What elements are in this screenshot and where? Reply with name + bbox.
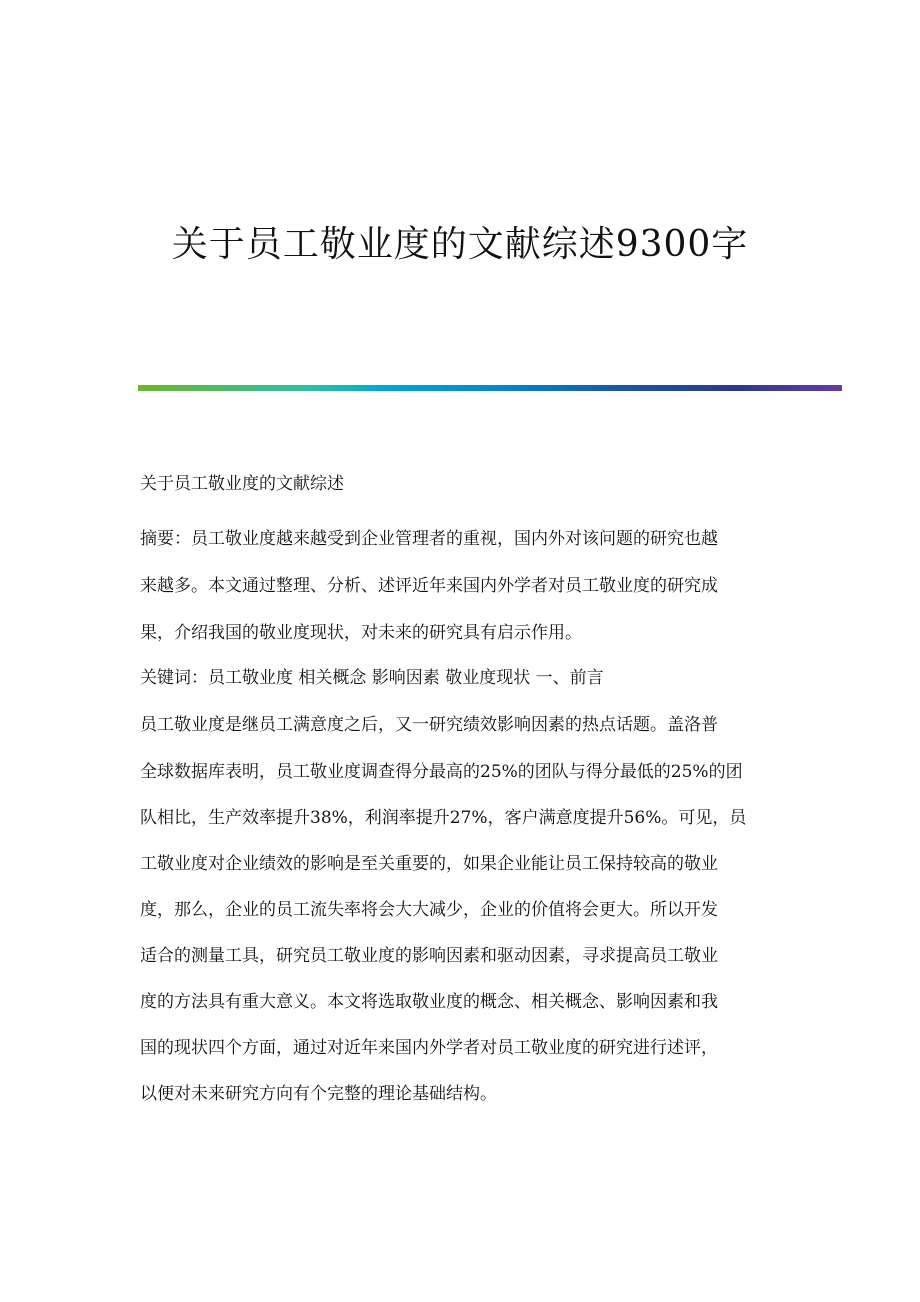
- body-line: 度的方法具有重大意义。本文将选取敬业度的概念、相关概念、影响因素和我: [140, 992, 718, 1012]
- gradient-divider: [138, 385, 842, 391]
- keywords-line: 关键词：员工敬业度 相关概念 影响因素 敬业度现状 一、前言: [140, 668, 604, 688]
- document-title: 关于员工敬业度的文献综述9300字: [171, 224, 749, 265]
- body-line: 队相比，生产效率提升38%，利润率提升27%，客户满意度提升56%。可见，员: [140, 808, 747, 828]
- body-line: 适合的测量工具，研究员工敬业度的影响因素和驱动因素，寻求提高员工敬业: [140, 946, 718, 966]
- section-heading: 关于员工敬业度的文献综述: [140, 474, 344, 494]
- body-line: 国的现状四个方面，通过对近年来国内外学者对员工敬业度的研究进行述评，: [140, 1038, 718, 1058]
- body-line: 度，那么，企业的员工流失率将会大大减少，企业的价值将会更大。所以开发: [140, 900, 718, 920]
- abstract-line: 来越多。本文通过整理、分析、述评近年来国内外学者对员工敬业度的研究成: [140, 576, 718, 596]
- body-line: 员工敬业度是继员工满意度之后，又一研究绩效影响因素的热点话题。盖洛普: [140, 715, 718, 735]
- abstract-line: 果，介绍我国的敬业度现状，对未来的研究具有启示作用。: [140, 623, 582, 643]
- abstract-line: 摘要：员工敬业度越来越受到企业管理者的重视，国内外对该问题的研究也越: [140, 529, 718, 549]
- body-line: 以便对未来研究方向有个完整的理论基础结构。: [140, 1084, 497, 1104]
- body-line: 工敬业度对企业绩效的影响是至关重要的，如果企业能让员工保持较高的敬业: [140, 854, 718, 874]
- body-line: 全球数据库表明，员工敬业度调查得分最高的25%的团队与得分最低的25%的团: [140, 762, 743, 782]
